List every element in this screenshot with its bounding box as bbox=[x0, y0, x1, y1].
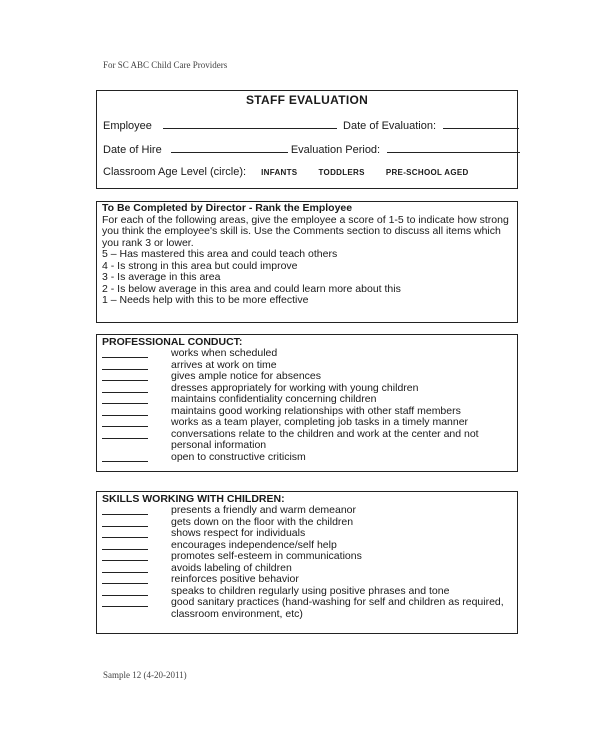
score-blank[interactable] bbox=[102, 517, 148, 529]
rank-heading: To Be Completed by Director - Rank the Employee bbox=[102, 202, 353, 214]
score-blank[interactable] bbox=[102, 348, 148, 360]
scale-item: 1 – Needs help with this to be more effective bbox=[102, 294, 309, 306]
list-item: works as a team player, completing job tasks in a timely manner bbox=[102, 417, 516, 429]
list-item: gets down on the floor with the children bbox=[102, 517, 516, 529]
list-item: open to constructive criticism bbox=[102, 452, 516, 464]
employee-row bbox=[103, 118, 519, 132]
professional-items bbox=[102, 348, 516, 463]
list-item: maintains good working relationships with other staff members bbox=[102, 406, 516, 418]
list-item: works when scheduled bbox=[102, 348, 516, 360]
score-blank[interactable] bbox=[102, 383, 148, 395]
score-blank[interactable] bbox=[102, 574, 148, 586]
scale-item: 5 – Has mastered this area and could teach others bbox=[102, 248, 338, 260]
list-item: good sanitary practices (hand-washing for self and children as required, classroom environment, etc) bbox=[102, 597, 516, 620]
date-of-evaluation-label: Date of Evaluation: bbox=[343, 120, 436, 132]
hire-row bbox=[103, 142, 520, 156]
list-item: encourages independence/self help bbox=[102, 540, 516, 552]
age-level-preschool[interactable]: PRE-SCHOOL AGED bbox=[385, 168, 469, 177]
evaluation-period-field[interactable] bbox=[387, 142, 520, 153]
professional-heading: PROFESSIONAL CONDUCT: bbox=[102, 336, 243, 348]
score-blank[interactable] bbox=[102, 586, 148, 598]
list-item: dresses appropriately for working with young children bbox=[102, 383, 516, 395]
score-blank[interactable] bbox=[102, 394, 148, 406]
skills-box bbox=[96, 491, 518, 634]
score-blank[interactable] bbox=[102, 429, 148, 452]
score-blank[interactable] bbox=[102, 452, 148, 464]
list-item: conversations relate to the children and work at the center and not personal information bbox=[102, 429, 516, 452]
employee-label: Employee bbox=[103, 120, 152, 132]
score-blank[interactable] bbox=[102, 371, 148, 383]
age-level-toddlers[interactable]: TODDLERS bbox=[318, 168, 365, 177]
classroom-label: Classroom Age Level (circle): bbox=[103, 166, 247, 178]
header-note: For SC ABC Child Care Providers bbox=[103, 60, 228, 70]
skills-items bbox=[102, 505, 516, 620]
rank-section bbox=[102, 203, 516, 307]
list-item: promotes self-esteem in communications bbox=[102, 551, 516, 563]
rank-instructions: For each of the following areas, give the employee a score of 1-5 to indicate how strong you think the employee's skill is. Use the Comments section to discuss all items which you rank 3 or lower. bbox=[102, 213, 509, 249]
age-level-infants[interactable]: INFANTS bbox=[261, 168, 298, 177]
date-of-hire-label: Date of Hire bbox=[103, 144, 162, 156]
score-blank[interactable] bbox=[102, 360, 148, 372]
date-of-hire-field[interactable] bbox=[171, 142, 288, 153]
rank-box bbox=[96, 201, 518, 323]
score-blank[interactable] bbox=[102, 528, 148, 540]
score-blank[interactable] bbox=[102, 505, 148, 517]
date-of-evaluation-field[interactable] bbox=[443, 118, 519, 129]
scale-item: 3 - Is average in this area bbox=[102, 271, 221, 283]
score-blank[interactable] bbox=[102, 563, 148, 575]
form-title: STAFF EVALUATION bbox=[245, 93, 369, 107]
score-blank[interactable] bbox=[102, 551, 148, 563]
skills-heading: SKILLS WORKING WITH CHILDREN: bbox=[102, 493, 285, 505]
evaluation-header-box bbox=[96, 90, 518, 189]
evaluation-period-label: Evaluation Period: bbox=[290, 144, 381, 156]
score-blank[interactable] bbox=[102, 597, 148, 620]
list-item: presents a friendly and warm demeanor bbox=[102, 505, 516, 517]
list-item: avoids labeling of children bbox=[102, 563, 516, 575]
score-blank[interactable] bbox=[102, 540, 148, 552]
scale-item: 2 - Is below average in this area and could learn more about this bbox=[102, 282, 401, 295]
list-item: arrives at work on time bbox=[102, 360, 516, 372]
list-item: reinforces positive behavior bbox=[102, 574, 516, 586]
professional-conduct-box bbox=[96, 334, 518, 472]
list-item: shows respect for individuals bbox=[102, 528, 516, 540]
employee-field[interactable] bbox=[163, 118, 337, 129]
score-blank[interactable] bbox=[102, 406, 148, 418]
classroom-row bbox=[103, 166, 469, 178]
scale-item: 4 - Is strong in this area but could improve bbox=[102, 259, 298, 272]
list-item: maintains confidentiality concerning children bbox=[102, 394, 516, 406]
footer-note: Sample 12 (4-20-2011) bbox=[103, 670, 187, 680]
list-item: gives ample notice for absences bbox=[102, 371, 516, 383]
score-blank[interactable] bbox=[102, 417, 148, 429]
list-item: speaks to children regularly using positive phrases and tone bbox=[102, 586, 516, 598]
